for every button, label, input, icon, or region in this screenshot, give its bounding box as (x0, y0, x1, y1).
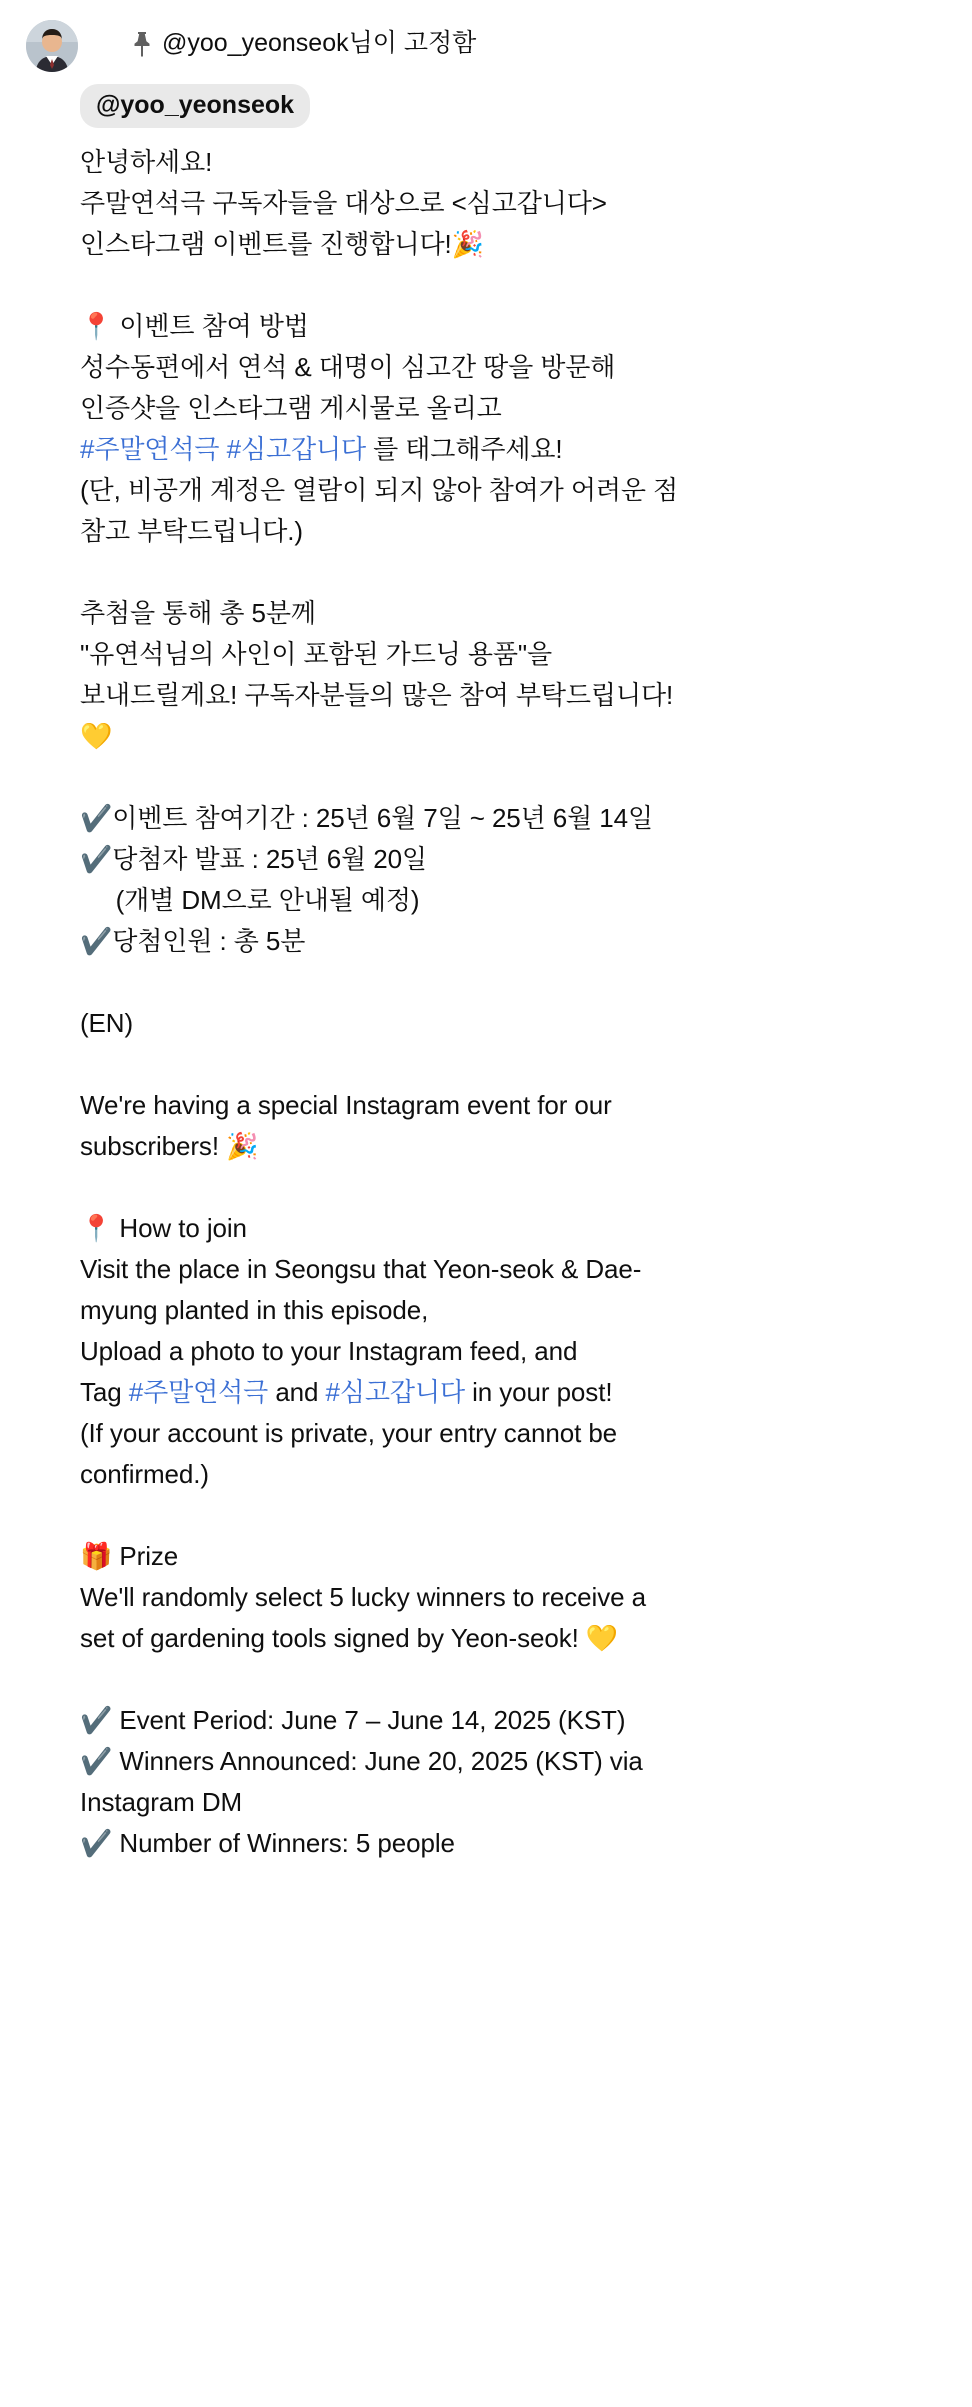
comment-line: 인스타그램 이벤트를 진행합니다!🎉 (80, 229, 484, 259)
comment-line (80, 757, 936, 798)
comment-line: confirmed.) (80, 1459, 209, 1489)
pinned-header-row (26, 18, 946, 72)
comment-line: 📍 How to join (80, 1213, 247, 1243)
comment-line (80, 1659, 936, 1700)
comment-line (80, 1495, 936, 1536)
comment-line: 보내드릴게요! 구독자분들의 많은 참여 부탁드립니다! (80, 680, 674, 710)
comment-line: ✔️당첨자 발표 : 25년 6월 20일 (80, 844, 427, 874)
pinned-label (132, 18, 476, 60)
comment-line: (개별 DM으로 안내될 예정) (80, 885, 420, 915)
comment-line (80, 265, 936, 306)
comment-line: #주말연석극 #심고갑니다 를 태그해주세요! (80, 434, 563, 464)
hashtag-link[interactable]: #심고갑니다 (226, 434, 367, 464)
comment-line: set of gardening tools signed by Yeon-seok! 💛 (80, 1623, 619, 1653)
hashtag-link[interactable]: #주말연석극 (128, 1377, 269, 1407)
pin-icon (132, 31, 152, 57)
hashtag-link[interactable]: #주말연석극 (80, 434, 220, 464)
comment-line: 추첨을 통해 총 5분께 (80, 598, 316, 628)
comment-line (80, 552, 936, 593)
comment-line: 📍 이벤트 참여 방법 (80, 311, 309, 341)
comment-line: We're having a special Instagram event for our (80, 1090, 612, 1120)
avatar[interactable] (26, 20, 78, 72)
author-handle-chip[interactable]: @yoo_yeonseok (80, 84, 310, 128)
comment-line (80, 962, 936, 1003)
comment-line: ✔️당첨인원 : 총 5분 (80, 926, 306, 956)
comment-line: 참고 부탁드립니다.) (80, 516, 303, 546)
pinned-by-text: @yoo_yeonseok님이 고정함 (162, 29, 477, 57)
comment-line: subscribers! 🎉 (80, 1131, 259, 1161)
comment-line: We'll randomly select 5 lucky winners to receive a (80, 1582, 646, 1612)
comment-line (80, 1044, 936, 1085)
comment-line: (EN) (80, 1008, 134, 1038)
comment-body (80, 76, 946, 1864)
comment-line: Instagram DM (80, 1787, 243, 1817)
comment-line: 🎁 Prize (80, 1541, 179, 1571)
hashtag-link[interactable]: #심고갑니다 (325, 1377, 465, 1407)
comment-line: ✔️ Number of Winners: 5 people (80, 1828, 455, 1858)
comment-line: 안녕하세요! (80, 147, 213, 177)
comment-line: Tag #주말연석극 and #심고갑니다 in your post! (80, 1377, 613, 1407)
comment-line (80, 1167, 936, 1208)
comment-line: "유연석님의 사인이 포함된 가드닝 용품"을 (80, 639, 553, 669)
comment-line: ✔️이벤트 참여기간 : 25년 6월 7일 ~ 25년 6월 14일 (80, 803, 654, 833)
comment-line: 성수동편에서 연석 & 대명이 심고간 땅을 방문해 (80, 352, 616, 382)
comment-text (80, 142, 936, 1864)
comment-line: Upload a photo to your Instagram feed, and (80, 1336, 578, 1366)
comment-line: myung planted in this episode, (80, 1295, 429, 1325)
comment-line: ✔️ Winners Announced: June 20, 2025 (KST) via (80, 1746, 643, 1776)
comment-line: 인증샷을 인스타그램 게시물로 올리고 (80, 393, 502, 423)
comment-line: 💛 (80, 721, 113, 751)
comment-line: Visit the place in Seongsu that Yeon-seok & Dae- (80, 1254, 642, 1284)
comment-line: (단, 비공개 계정은 열람이 되지 않아 참여가 어려운 점 (80, 475, 679, 505)
comment-line: 주말연석극 구독자들을 대상으로 <심고갑니다> (80, 188, 607, 218)
comment-line: (If your account is private, your entry cannot be (80, 1418, 618, 1448)
comment-line: ✔️ Event Period: June 7 – June 14, 2025 (KST) (80, 1705, 626, 1735)
